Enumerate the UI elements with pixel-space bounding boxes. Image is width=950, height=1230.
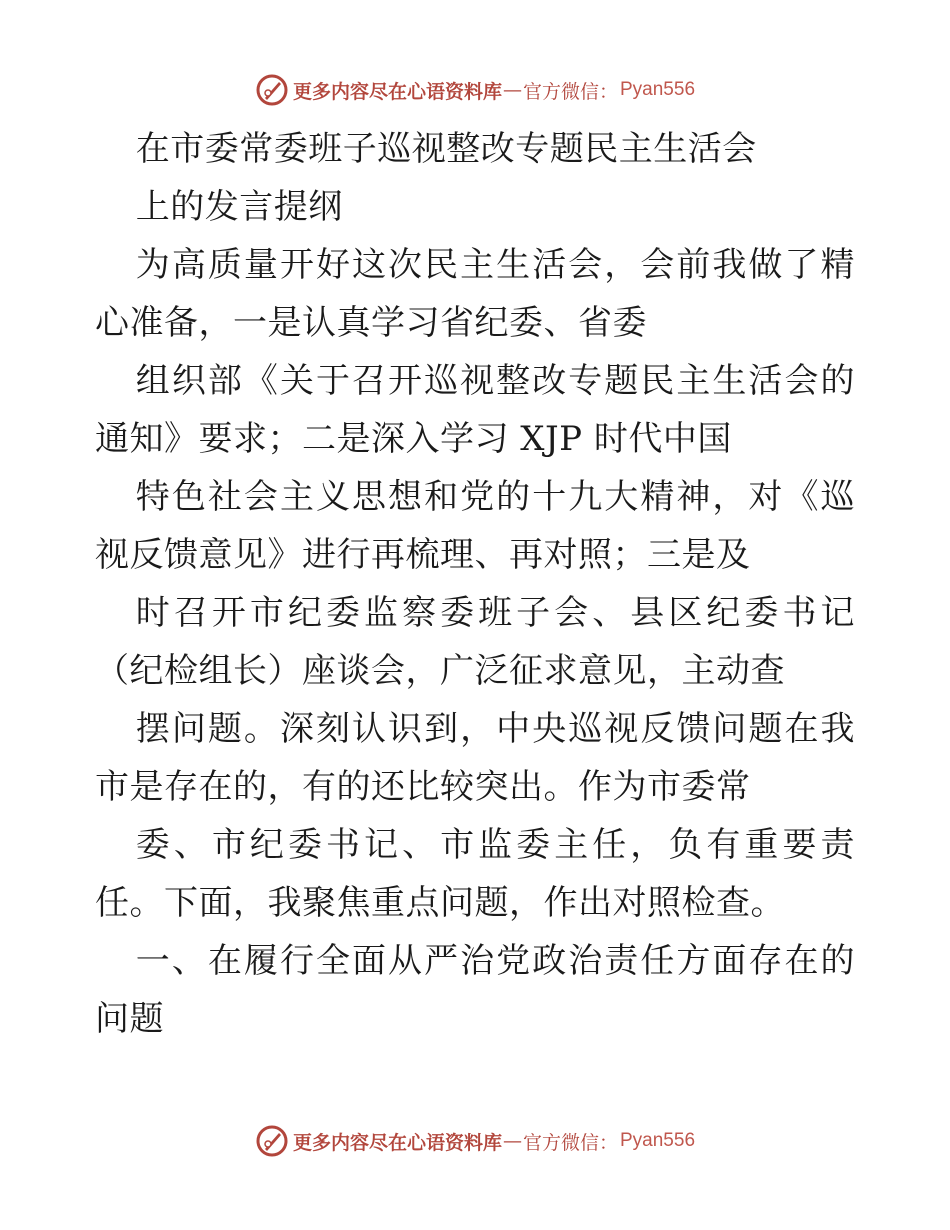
body-paragraph: 组织部《关于召开巡视整改专题民主生活会的通知》要求；二是深入学习 XJP 时代中国 — [95, 361, 855, 459]
banner-separator: — — [502, 79, 522, 101]
section-heading: 一、在履行全面从严治党政治责任方面存在的问题 — [95, 941, 855, 1039]
banner-wechat-id: Pyan556 — [620, 79, 696, 100]
quill-logo-icon — [255, 73, 289, 107]
header-watermark-banner — [0, 70, 950, 110]
document-title-line-1: 在市委常委班子巡视整改专题民主生活会 — [135, 129, 757, 169]
banner-main-text: 更多内容尽在心语资料库 — [292, 1131, 502, 1154]
document-body — [95, 120, 855, 1048]
banner-wechat-label: 官方微信： — [522, 1131, 618, 1154]
footer-watermark-banner — [0, 1121, 950, 1161]
banner-wechat-id: Pyan556 — [620, 1130, 696, 1151]
document-title-line-2: 上的发言提纲 — [135, 187, 343, 227]
body-paragraph: 时召开市纪委监察委班子会、县区纪委书记（纪检组长）座谈会，广泛征求意见，主动查 — [95, 593, 855, 691]
body-paragraph: 摆问题。深刻认识到，中央巡视反馈问题在我市是存在的，有的还比较突出。作为市委常 — [95, 709, 855, 807]
banner-main-text: 更多内容尽在心语资料库 — [292, 80, 502, 103]
banner-separator: — — [502, 1130, 522, 1152]
quill-logo-icon — [255, 1124, 289, 1158]
body-paragraph: 为高质量开好这次民主生活会，会前我做了精心准备，一是认真学习省纪委、省委 — [95, 245, 855, 343]
body-paragraph: 特色社会主义思想和党的十九大精神，对《巡视反馈意见》进行再梳理、再对照；三是及 — [95, 477, 855, 575]
body-paragraph: 委、市纪委书记、市监委主任，负有重要责任。下面，我聚焦重点问题，作出对照检查。 — [95, 825, 855, 923]
banner-wechat-label: 官方微信： — [522, 80, 618, 103]
